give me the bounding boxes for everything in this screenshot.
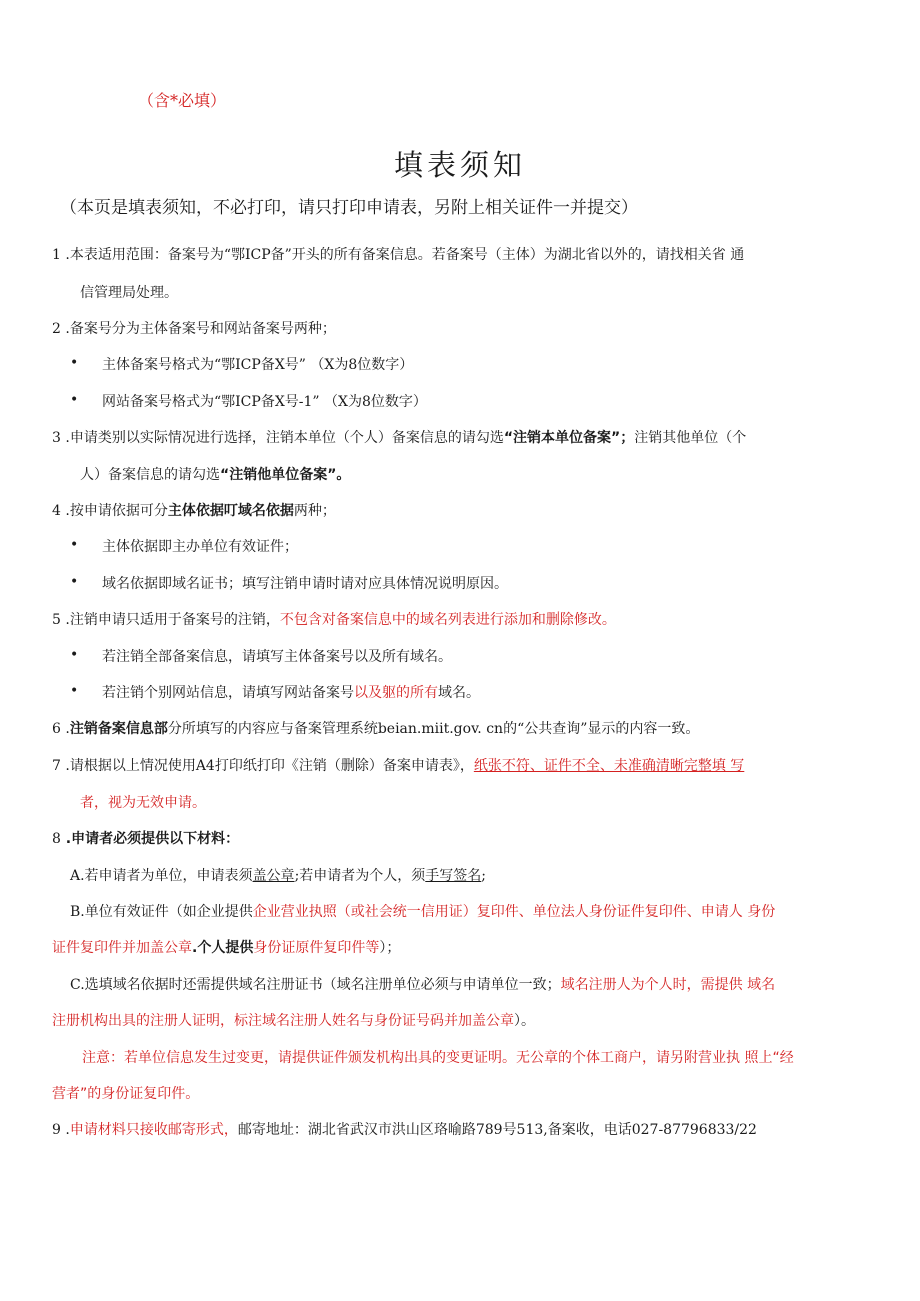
page-subtitle: （本页是填表须知，不必打印，请只打印申请表，另附上相关证件一并提交） — [60, 198, 638, 218]
item-9 — [52, 1120, 757, 1140]
item-text-red: 身份证原件复印件等 — [253, 940, 380, 956]
item-number: 2 — [52, 321, 61, 337]
item-5-bullet-1: 若注销全部备案信息，请填写主体备案号以及所有域名。 — [102, 649, 452, 665]
item-text-bold: “注销他单位备案”。 — [220, 467, 351, 483]
item-text: 两种； — [293, 503, 336, 519]
item-5 — [52, 610, 616, 630]
item-text-red: 域名注册人为个人时，需提供 域名 — [560, 977, 776, 993]
item-4 — [52, 501, 336, 521]
item-text-underlined: 手写签名 — [425, 868, 482, 884]
item-text: .按申请依据可分 — [60, 503, 168, 519]
item-text-bold: 注销备案信息部 — [69, 721, 168, 737]
item-text: .注销申请只适用于备案号的注销， — [60, 612, 280, 628]
item-text: 邮寄地址：湖北省武汉市洪山区珞喻路789号513,备案收，电话027-87796833/22 — [237, 1122, 757, 1138]
bullet-icon: • — [70, 574, 79, 590]
bullet-icon: • — [70, 355, 79, 371]
item-2 — [52, 319, 336, 339]
item-text: . — [60, 1122, 70, 1138]
item-text-red: 纸张不符、证件不全、未准确清晰完整填 写 — [473, 758, 745, 774]
item-1 — [52, 245, 744, 265]
item-8-b-continued — [52, 938, 400, 958]
item-text-bold: .申请者必须提供以下材料： — [60, 831, 240, 847]
item-3-continued — [80, 465, 350, 485]
item-text: 域名。 — [438, 685, 480, 701]
item-4-bullet-1: 主体依据即主办单位有效证件； — [102, 539, 298, 555]
item-text: 人）备案信息的请勾选 — [80, 467, 220, 483]
bullet-icon: • — [70, 683, 79, 699]
item-number: 4 — [52, 503, 61, 519]
item-7 — [52, 756, 744, 776]
item-2-bullet-2: 网站备案号格式为“鄂ICP备X号-1” （X为8位数字） — [102, 394, 427, 410]
item-text: .请根据以上情况使用A4打印纸打印《注销（删除）备案申请表》， — [60, 758, 474, 774]
bullet-icon: • — [70, 392, 79, 408]
item-7-continued: 者，视为无效申请。 — [80, 795, 206, 811]
item-number: 9 — [52, 1122, 61, 1138]
bullet-icon: • — [70, 537, 79, 553]
item-2-bullet-1: 主体备案号格式为“鄂ICP备X号” （X为8位数字） — [102, 357, 414, 373]
item-8-a — [70, 866, 486, 886]
item-text: C.选填域名依据时还需提供域名注册证书（域名注册单位必须与申请单位一致； — [70, 977, 561, 993]
item-8-c — [70, 975, 775, 995]
item-text: 注销其他单位（个 — [634, 430, 747, 446]
item-text: 若注销个别网站信息，请填写网站备案号 — [102, 685, 354, 701]
item-number: 1 — [52, 247, 61, 263]
item-text: ）； — [379, 940, 401, 956]
item-text: A.若申请者为单位，申请表须 — [70, 868, 253, 884]
item-number: 8 — [52, 831, 61, 847]
item-text: ; — [481, 868, 486, 884]
item-text-red: 不包含对备案信息中的域名列表进行添加和删除修改。 — [279, 612, 616, 628]
item-text: ）。 — [514, 1013, 535, 1029]
item-text-underlined: 盖公章 — [252, 868, 295, 884]
item-text-red: 证件复印件并加盖公章 — [52, 940, 192, 956]
item-8-notice-continued: 营者”的身份证复印件。 — [52, 1086, 200, 1102]
item-text-bold: .个人提供 — [192, 940, 254, 956]
item-text-red: 申请材料只接收邮寄形式， — [69, 1122, 238, 1138]
item-3 — [52, 428, 746, 448]
item-text-red: 以及躯的所有 — [354, 685, 438, 701]
item-text: .本表适用范围：备案号为“鄂ICP备”开头的所有备案信息。若备案号（主体）为湖北省以外的，请找相关省 通 — [60, 247, 745, 263]
page-title: 填表须知 — [393, 148, 526, 182]
bullet-icon: • — [70, 647, 79, 663]
item-text-red: 注册机构出具的注册人证明，标注域名注册人姓名与身份证号码并加盖公章 — [52, 1013, 514, 1029]
item-4-bullet-2: 域名依据即域名证书；填写注销申请时请对应具体情况说明原因。 — [102, 576, 508, 592]
item-number: 5 — [52, 612, 61, 628]
item-text: ;若申请者为个人，须 — [294, 868, 426, 884]
required-note: （含*必填） — [138, 91, 227, 110]
item-number: 6 — [52, 721, 61, 737]
item-text: . — [60, 721, 70, 737]
item-text-bold: “注销本单位备案”； — [503, 430, 635, 446]
item-5-bullet-2 — [102, 683, 480, 703]
item-8-b — [70, 902, 775, 922]
item-6 — [52, 719, 699, 739]
item-1-continued: 信管理局处理。 — [80, 285, 178, 301]
item-8-c-continued — [52, 1011, 535, 1031]
item-8-notice: 注意：若单位信息发生过变更，请提供证件颁发机构出具的变更证明。无公章的个体工商户，请另附营业执 照上“经 — [82, 1050, 794, 1066]
item-text-bold: 主体依据叮域名依据 — [167, 503, 294, 519]
item-text: B.单位有效证件（如企业提供 — [70, 904, 253, 920]
item-text: .备案号分为主体备案号和网站备案号两种； — [60, 321, 336, 337]
item-number: 3 — [52, 430, 61, 446]
item-number: 7 — [52, 758, 61, 774]
item-text-red: 企业营业执照（或社会统一信用证）复印件、单位法人身份证件复印件、申请人 身份 — [252, 904, 776, 920]
item-text: 分所填写的内容应与备案管理系统beian.miit.gov. cn的“公共查询”显示的内容一致。 — [167, 721, 700, 737]
item-8 — [52, 829, 239, 849]
item-text: .申请类别以实际情况进行选择，注销本单位（个人）备案信息的请勾选 — [60, 430, 504, 446]
